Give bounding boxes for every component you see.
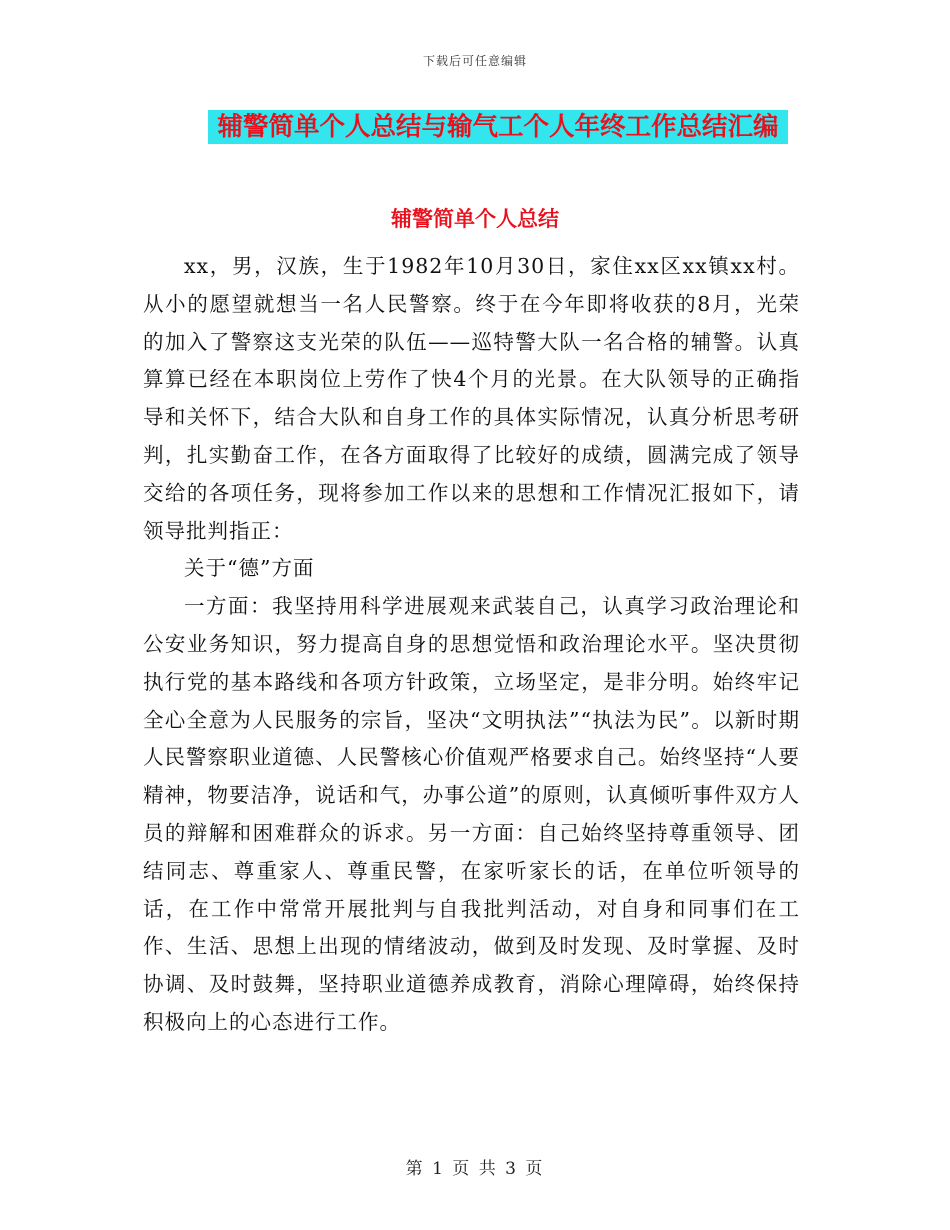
header-note: 下载后可任意编辑: [422, 54, 527, 68]
document-title: 辅警简单个人总结与输气工个人年终工作总结汇编: [208, 110, 788, 144]
document-body: [143, 248, 800, 1042]
paragraph-subheading-de: 关于“德”方面: [184, 556, 315, 581]
page-number-footer: 第 1 页 共 3 页: [405, 1159, 545, 1179]
paragraph-de-details: 一方面：我坚持用科学进展观来武装自己，认真学习政治理论和公安业务知识，努力提高自身的思想觉悟和政治理论水平。坚决贯彻执行党的基本路线和各项方针政策，立场坚定，是非分明。始终牢记全心全意为人民服务的宗旨，坚决“文明执法”“执法为民”。以新时期人民警察职业道德、人民警核心价值观严格要求自己。始终坚持“人要精神，物要洁净，说话和气，办事公道”的原则，认真倾听事件双方人员的辩解和困难群众的诉求。另一方面：自己始终坚持尊重领导、团结同志、尊重家人、尊重民警，在家听家长的话，在单位听领导的话，在工作中常常开展批判与自我批判活动，对自身和同事们在工作、生活、思想上出现的情绪波动，做到及时发现、及时掌握、及时协调、及时鼓舞，坚持职业道德养成教育，消除心理障碍，始终保持积极向上的心态进行工作。: [143, 594, 800, 1034]
paragraph-intro: xx，男，汉族，生于1982年10月30日，家住xx区xx镇xx村。从小的愿望就想当一名人民警察。终于在今年即将收获的8月，光荣的加入了警察这支光荣的队伍——巡特警大队一名合格的辅警。认真算算已经在本职岗位上劳作了快4个月的光景。在大队领导的正确指导和关怀下，结合大队和自身工作的具体实际情况，认真分析思考研判，扎实勤奋工作，在各方面取得了比较好的成绩，圆满完成了领导交给的各项任务，现将参加工作以来的思想和工作情况汇报如下，请领导批判指正：: [143, 254, 800, 543]
section-title: 辅警简单个人总结: [391, 207, 559, 231]
